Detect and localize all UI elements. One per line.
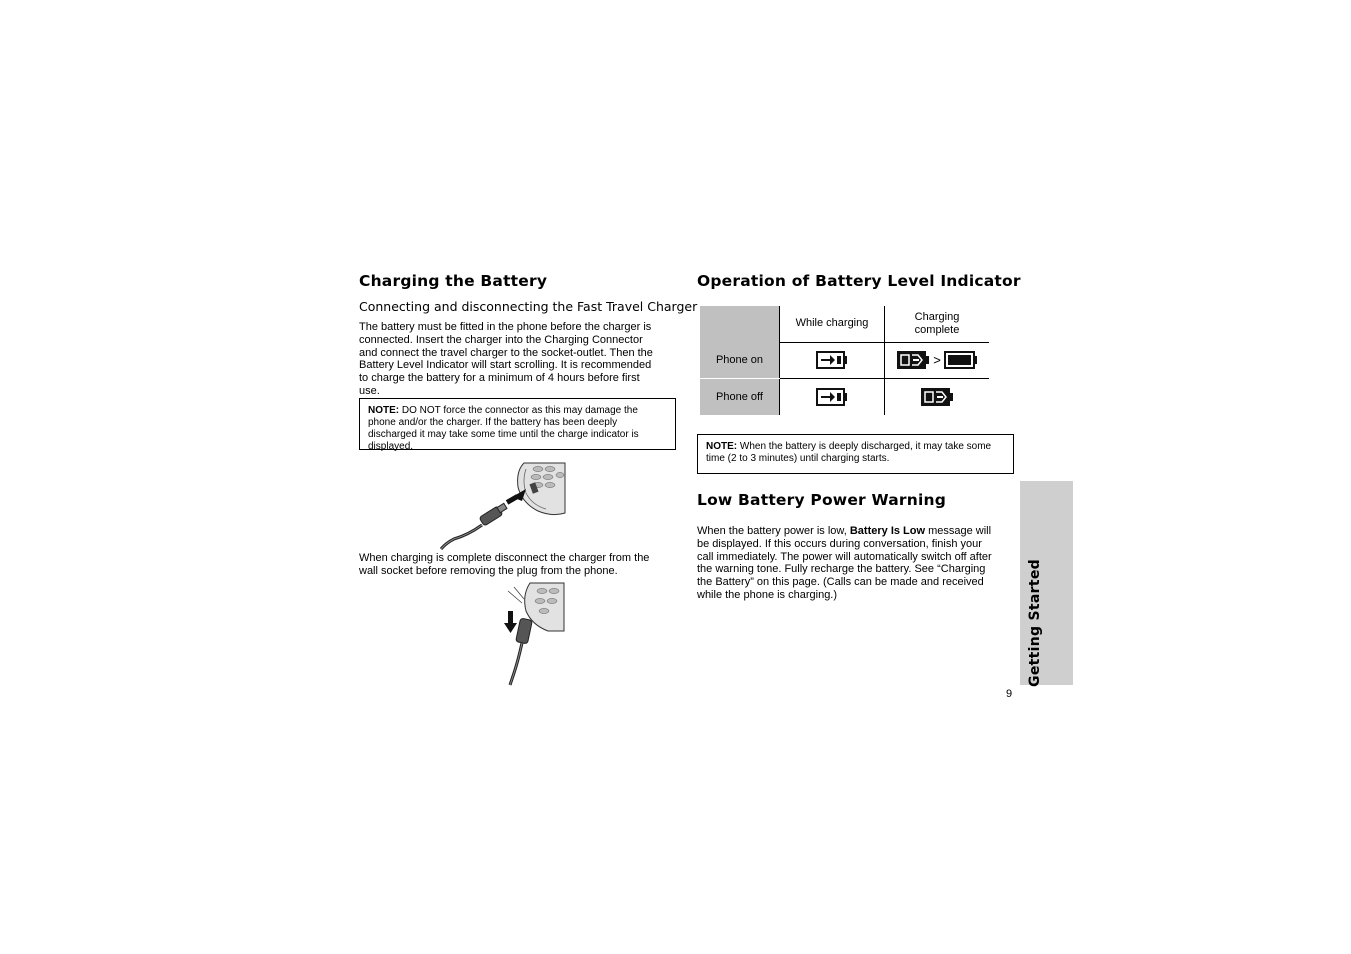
disconnect-paragraph: When charging is complete disconnect the charger from the wall socket before removing the plug from the phone.: [359, 552, 650, 577]
note-text: DO NOT force the connector as this may damage the phone and/or the charger. If the battery has been deeply discharged it may take some time until the charge indicator is displayed.: [368, 405, 639, 452]
page-number: 9: [1006, 688, 1013, 700]
battery-full-icon: [944, 350, 978, 370]
note-text: When the battery is deeply discharged, it may take some time (2 to 3 minutes) until charging starts.: [706, 441, 992, 464]
side-tab-getting-started: [1020, 481, 1073, 685]
cell-phone-off-charging: [780, 379, 885, 416]
note-label: NOTE:: [706, 441, 738, 452]
row-label-phone-on: Phone on: [700, 342, 780, 379]
complete-separator: >: [933, 352, 941, 368]
section-heading-low-battery: Low Battery Power Warning: [697, 491, 946, 509]
row-label-phone-off: Phone off: [700, 379, 780, 416]
note-box-connector: [359, 398, 676, 450]
low-battery-text-post: message will be displayed. If this occurs during conversation, finish your call immediately. The power will automatically switch off after the warning tone. Fully recharge the battery. See “Charging the Battery” on this page. (Calls can be made and received while the phone is charging.): [697, 525, 992, 601]
section-heading-charging: Charging the Battery: [359, 272, 548, 290]
low-battery-message-name: Battery Is Low: [849, 525, 926, 537]
note-label: NOTE:: [368, 405, 400, 416]
battery-charging-arrow-icon: [816, 351, 848, 369]
charger-remove-illustration: [500, 581, 566, 687]
table-row: [700, 342, 989, 379]
low-battery-paragraph: [697, 525, 993, 602]
cell-phone-off-complete: [885, 379, 990, 416]
battery-charging-full-icon: [920, 387, 954, 407]
charging-paragraph: The battery must be fitted in the phone before the charger is connected. Insert the charger into the Charging Connector and connect the travel charger to the socket-outlet. Then the Battery Level Indicator will start scrolling. It is recommended to charge the battery for a minimum of 4 hours before first use.: [359, 321, 653, 397]
table-header-charging-complete: Charging complete: [885, 306, 990, 342]
table-corner-cell: [700, 306, 780, 342]
battery-indicator-table: [700, 306, 989, 415]
cell-phone-on-charging: [780, 342, 885, 379]
table-header-while-charging: While charging: [780, 306, 885, 342]
note-box-deep-discharge: [697, 434, 1014, 474]
cell-phone-on-complete: [885, 342, 990, 379]
battery-charging-arrow-icon: [816, 388, 848, 406]
battery-charging-full-icon: [896, 350, 930, 370]
low-battery-text-pre: When the battery power is low,: [697, 525, 850, 537]
subheading-fast-travel-charger: Connecting and disconnecting the Fast Travel Charger: [359, 299, 698, 314]
table-row: [700, 379, 989, 416]
section-heading-battery-indicator: Operation of Battery Level Indicator: [697, 272, 1021, 290]
side-tab-label: Getting Started: [1026, 559, 1043, 687]
charger-insert-illustration: [438, 461, 568, 551]
